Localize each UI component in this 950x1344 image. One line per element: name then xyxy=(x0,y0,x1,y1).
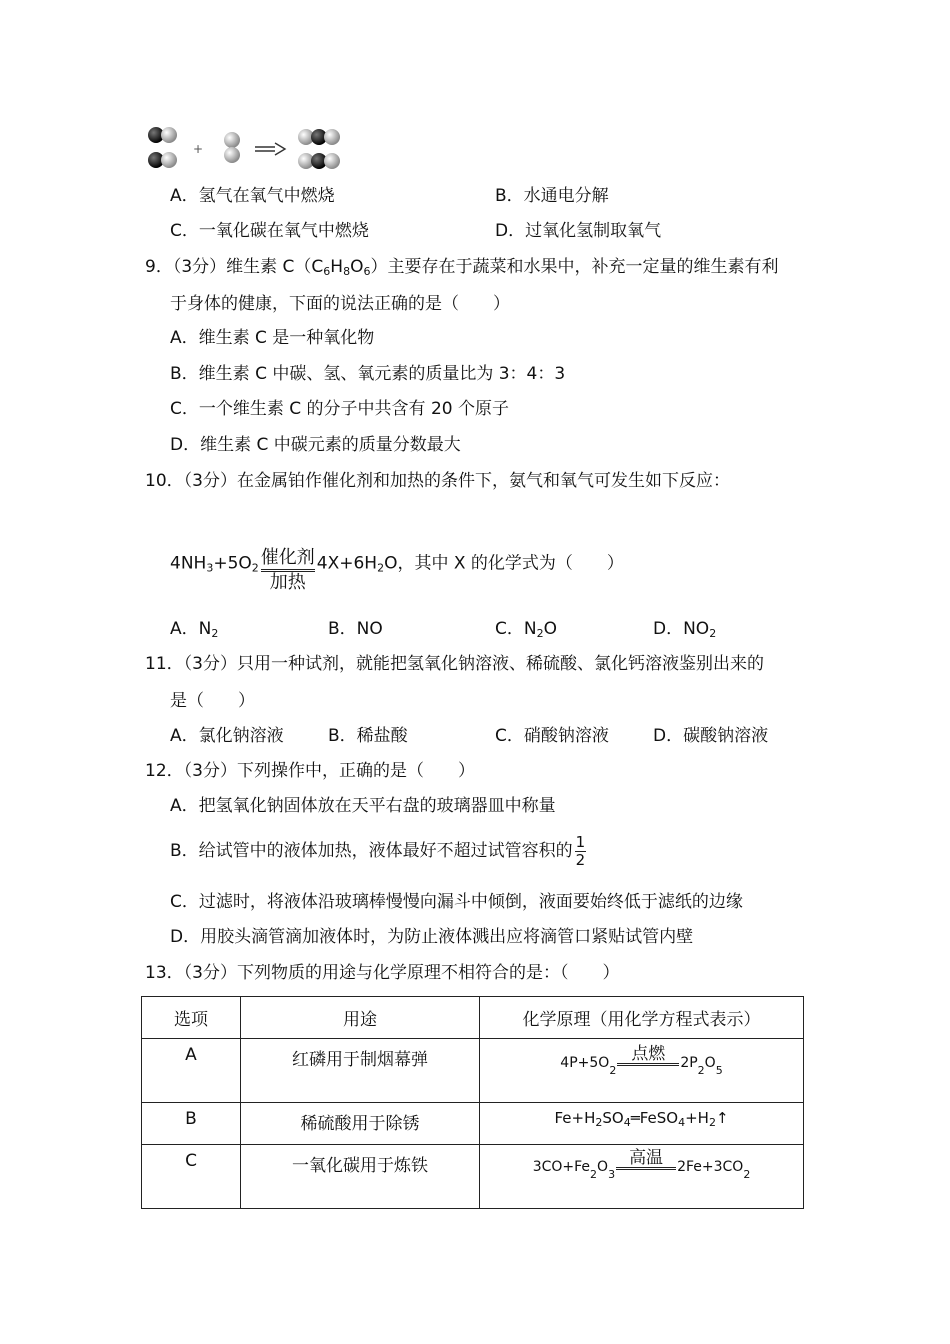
q12-stem: 12．（3分）下列操作中，正确的是（ ） xyxy=(145,761,475,781)
table-header-use: 用途 xyxy=(241,997,480,1039)
q11-option-d: D．碳酸钠溶液 xyxy=(653,726,769,746)
table-cell-use: 稀硫酸用于除锈 xyxy=(241,1103,480,1145)
q10-option-c: C．$N_2O$ xyxy=(495,619,557,640)
q10-stem: 10．（3分）在金属铂作催化剂和加热的条件下，氨气和氧气可发生如下反应： xyxy=(145,471,730,491)
table-cell-use: 一氧化碳用于炼铁 xyxy=(241,1145,480,1209)
q10-option-d: D．$NO_2$ xyxy=(653,619,717,640)
table-row xyxy=(142,1039,804,1103)
table-header-row xyxy=(142,997,804,1039)
q13-table xyxy=(141,996,804,1209)
q8-option-c: C．一氧化碳在氧气中燃烧 xyxy=(170,221,369,241)
table-row xyxy=(142,1103,804,1145)
q12-option-d: D．用胶头滴管滴加液体时，为防止液体溅出应将滴管口紧贴试管内壁 xyxy=(170,927,694,947)
equation-c: 3CO+Fe 2 O 3 高温 2Fe+3CO 2 xyxy=(532,1148,751,1181)
q9-option-a: A．维生素 C 是一种氧化物 xyxy=(170,328,375,348)
equation-b: $Fe+H_2SO_4═FeSO_4+H_2↑$ xyxy=(554,1109,729,1129)
q11-option-c: C．硝酸钠溶液 xyxy=(495,726,609,746)
q9-option-c: C．一个维生素 C 的分子中共含有 20 个原子 xyxy=(170,399,509,419)
table-header-principle: 化学原理（用化学方程式表示） xyxy=(480,997,804,1039)
q10-reaction-condition: 催化剂 加热 xyxy=(260,547,315,593)
table-header-option: 选项 xyxy=(142,997,241,1039)
q8-option-d: D．过氧化氢制取氧气 xyxy=(495,221,662,241)
equation-a: 4P+5O 2 点燃 2P 2 O 5 xyxy=(560,1044,723,1077)
q11-stem-line2: 是（ ） xyxy=(170,691,255,711)
q8-option-b: B．水通电分解 xyxy=(495,186,609,206)
table-cell-equation xyxy=(480,1145,804,1209)
q12-option-a: A．把氢氧化钠固体放在天平右盘的玻璃器皿中称量 xyxy=(170,796,556,816)
table-cell-use: 红磷用于制烟幕弹 xyxy=(241,1039,480,1103)
q9-stem-line2: 于身体的健康，下面的说法正确的是（ ） xyxy=(170,294,510,314)
q11-option-a: A．氯化钠溶液 xyxy=(170,726,284,746)
q12-option-c: C．过滤时，将液体沿玻璃棒慢慢向漏斗中倾倒，液面要始终低于滤纸的边缘 xyxy=(170,892,743,912)
svg-text:+: + xyxy=(193,142,204,156)
q9-option-d: D．维生素 C 中碳元素的质量分数最大 xyxy=(170,435,461,455)
table-cell-option: C xyxy=(142,1145,241,1209)
q10-option-b: B．NO xyxy=(328,619,383,639)
table-row xyxy=(142,1145,804,1209)
table-cell-equation xyxy=(480,1103,804,1145)
q11-stem: 11．（3分）只用一种试剂，就能把氢氧化钠溶液、稀硫酸、氯化钙溶液鉴别出来的 xyxy=(145,654,764,674)
fraction-one-half: $\frac{1}{2}$ xyxy=(575,832,586,869)
q10-option-a: A．$N_2$ xyxy=(170,619,219,640)
table-cell-option: A xyxy=(142,1039,241,1103)
q11-option-b: B．稀盐酸 xyxy=(328,726,408,746)
q9-stem-line1: 9．（3分）维生素 $C(C_6H_8O_6)$主要存在于蔬菜和水果中，补充一定量的维生素有利 xyxy=(145,257,779,278)
q8-option-a: A．氢气在氧气中燃烧 xyxy=(170,186,335,206)
q9-option-b: B．维生素 C 中碳、氢、氧元素的质量比为 3：4：3 xyxy=(170,364,566,384)
q13-stem: 13．（3分）下列物质的用途与化学原理不相符合的是：（ ） xyxy=(145,963,620,983)
table-cell-equation xyxy=(480,1039,804,1103)
q12-option-b: B．给试管中的液体加热，液体最好不超过试管容积的 $\frac{1}{2}$ xyxy=(170,832,586,869)
table-cell-option: B xyxy=(142,1103,241,1145)
q10-equation: $4NH_3+5O_2$ 催化剂 加热 $4X+6H_2O$，其中 X 的化学式为（ ） xyxy=(170,547,624,593)
molecule-reaction-diagram xyxy=(145,124,355,174)
